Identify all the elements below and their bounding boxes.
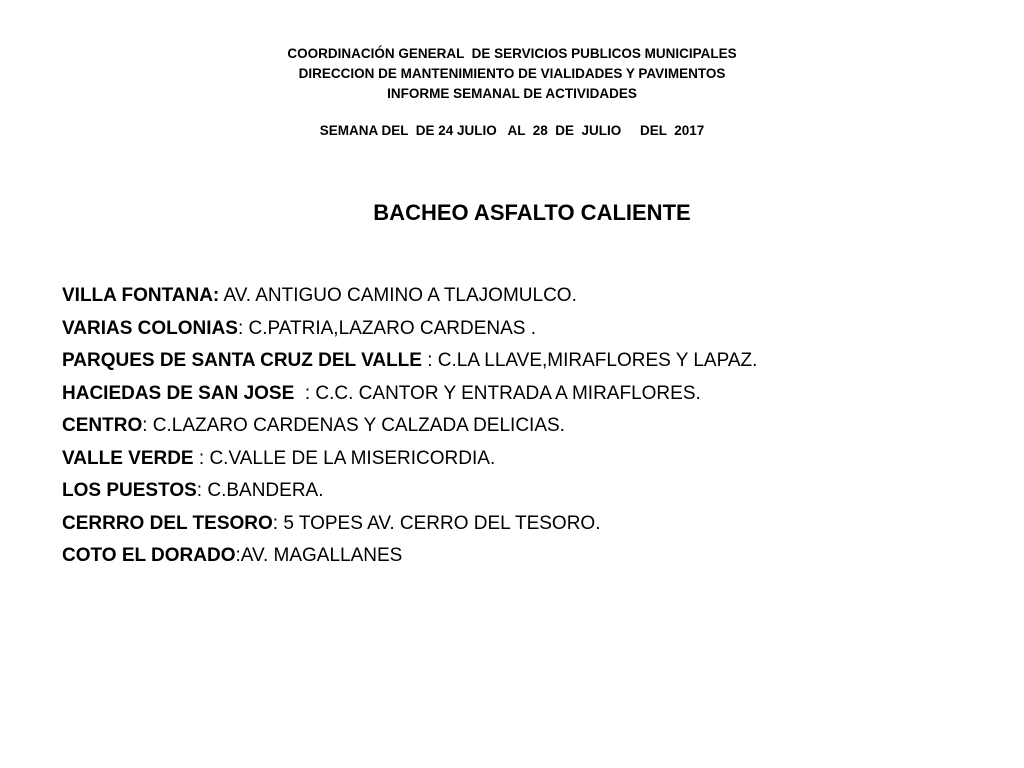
header-organization: COORDINACIÓN GENERAL DE SERVICIOS PUBLICOS MUNICIPALES (287, 46, 737, 61)
header-week-range: SEMANA DEL DE 24 JULIO AL 28 DE JULIO DEL 2017 (319, 123, 705, 138)
location-name: PARQUES DE SANTA CRUZ DEL VALLE (62, 350, 422, 371)
section-title: BACHEO ASFALTO CALIENTE (373, 200, 691, 225)
location-detail: : C.BANDERA. (196, 480, 324, 501)
header-department: DIRECCION DE MANTENIMIENTO DE VIALIDADES Y PAVIMENTOS (298, 66, 726, 81)
list-item (62, 508, 1002, 541)
location-name: VARIAS COLONIAS (62, 317, 238, 339)
location-detail: : C.PATRIA,LAZARO CARDENAS . (237, 317, 537, 339)
list-item (62, 280, 1002, 313)
list-item (62, 378, 1002, 411)
location-detail: : C.LAZARO CARDENAS Y CALZADA DELICIAS. (142, 415, 565, 436)
location-name: VILLA FONTANA: (62, 285, 220, 306)
location-name: LOS PUESTOS (62, 480, 197, 501)
list-item (62, 345, 1002, 378)
location-name: CENTRO (62, 415, 143, 436)
header-report-type: INFORME SEMANAL DE ACTIVIDADES (387, 86, 637, 101)
location-name: COTO EL DORADO (62, 545, 236, 566)
list-item (62, 313, 1002, 346)
list-item (62, 443, 1002, 476)
location-name: HACIEDAS DE SAN JOSE (62, 382, 295, 404)
list-item (62, 410, 1002, 443)
location-name: CERRRO DEL TESORO (62, 512, 273, 534)
location-detail: AV. ANTIGUO CAMINO A TLAJOMULCO. (219, 285, 577, 306)
location-detail: :AV. MAGALLANES (235, 545, 403, 566)
location-detail: : C.LA LLAVE,MIRAFLORES Y LAPAZ. (421, 350, 758, 371)
list-item (62, 540, 1002, 573)
report-header (0, 44, 1024, 141)
location-name: VALLE VERDE (62, 447, 194, 469)
list-item (62, 475, 1002, 508)
location-detail: : C.C. CANTOR Y ENTRADA A MIRAFLORES. (294, 382, 701, 404)
location-detail: : 5 TOPES AV. CERRO DEL TESORO. (272, 512, 601, 534)
activity-list (62, 280, 1002, 573)
location-detail: : C.VALLE DE LA MISERICORDIA. (193, 447, 496, 469)
